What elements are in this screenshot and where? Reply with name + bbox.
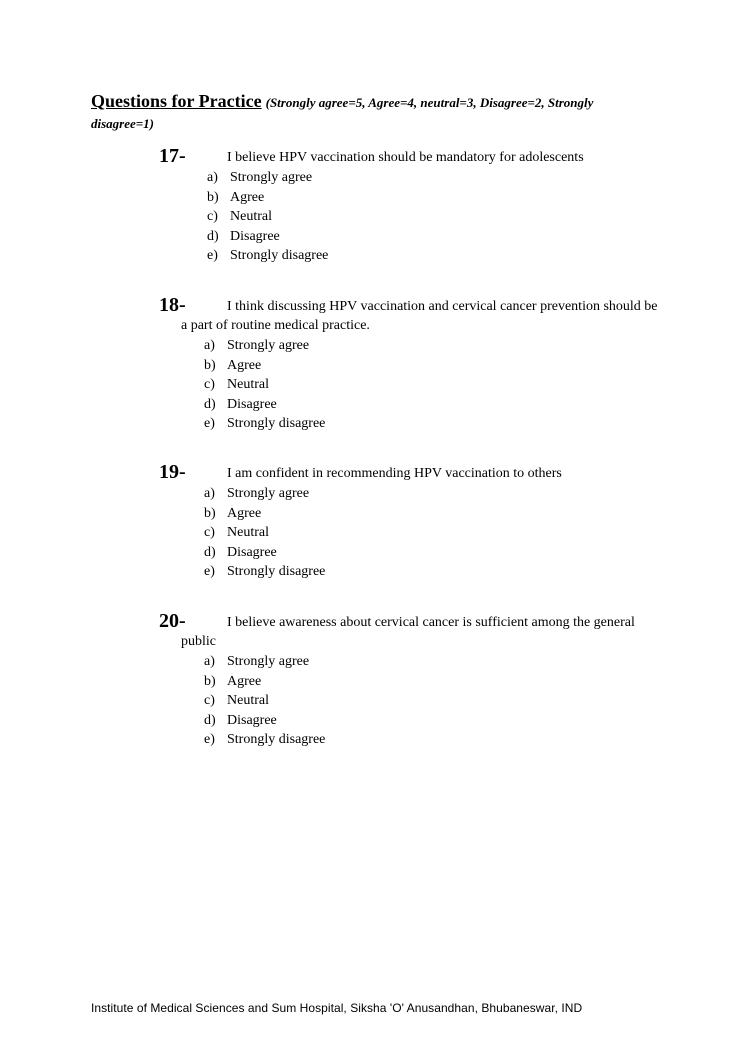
question-17 bbox=[159, 145, 679, 266]
option-e[interactable] bbox=[159, 730, 679, 750]
option-d[interactable] bbox=[159, 227, 679, 247]
option-label: Disagree bbox=[227, 396, 277, 412]
option-a[interactable] bbox=[159, 652, 679, 672]
option-label: Neutral bbox=[227, 377, 269, 393]
option-letter: a) bbox=[204, 654, 215, 669]
option-letter: d) bbox=[204, 396, 216, 412]
option-letter: e) bbox=[204, 564, 215, 580]
option-e[interactable] bbox=[159, 246, 679, 266]
option-label: Strongly agree bbox=[227, 654, 310, 669]
option-label: Agree bbox=[227, 357, 262, 373]
option-list bbox=[159, 336, 679, 434]
option-d[interactable] bbox=[159, 711, 679, 731]
question-number: 19- bbox=[159, 461, 186, 483]
option-letter: e) bbox=[204, 732, 215, 748]
option-c[interactable] bbox=[159, 691, 679, 711]
question-19 bbox=[159, 461, 679, 582]
option-b[interactable] bbox=[159, 504, 679, 524]
option-label: Neutral bbox=[230, 209, 272, 225]
option-list bbox=[159, 168, 679, 266]
option-c[interactable] bbox=[159, 523, 679, 543]
question-text-line: I think discussing HPV vaccination and cervical cancer prevention should be bbox=[227, 299, 658, 314]
option-letter: a) bbox=[204, 338, 215, 353]
option-letter: e) bbox=[204, 416, 215, 432]
option-label: Strongly disagree bbox=[227, 416, 326, 432]
option-label: Strongly agree bbox=[227, 486, 310, 501]
option-e[interactable] bbox=[159, 414, 679, 434]
option-letter: c) bbox=[204, 693, 215, 709]
question-text-line: I believe HPV vaccination should be mandatory for adolescents bbox=[227, 150, 584, 165]
option-letter: b) bbox=[204, 357, 216, 373]
question-number: 20- bbox=[159, 610, 186, 632]
option-label: Strongly disagree bbox=[227, 732, 326, 748]
option-label: Strongly disagree bbox=[227, 564, 326, 580]
option-label: Strongly agree bbox=[230, 170, 313, 185]
option-label: Agree bbox=[230, 189, 265, 205]
option-letter: a) bbox=[204, 486, 215, 501]
rating-scale-note: (Strongly agree=5, Agree=4, neutral=3, Disagree=2, Strongly disagree=1) bbox=[91, 95, 594, 131]
option-letter: a) bbox=[207, 170, 218, 185]
option-letter: d) bbox=[204, 544, 216, 560]
option-letter: b) bbox=[204, 505, 216, 521]
page-footer: Institute of Medical Sciences and Sum Hospital, Siksha 'O' Anusandhan, Bhubaneswar, IND bbox=[91, 1001, 583, 1015]
option-letter: d) bbox=[207, 228, 219, 244]
option-letter: c) bbox=[204, 525, 215, 541]
question-text-continuation: a part of routine medical practice. bbox=[181, 318, 370, 333]
option-letter: b) bbox=[204, 673, 216, 689]
heading-title: Questions for Practice bbox=[91, 91, 262, 111]
option-a[interactable] bbox=[159, 168, 679, 188]
option-letter: b) bbox=[207, 189, 219, 205]
question-number: 17- bbox=[159, 145, 186, 167]
option-e[interactable] bbox=[159, 562, 679, 582]
question-text-line: I believe awareness about cervical cancer is sufficient among the general bbox=[227, 615, 635, 630]
option-letter: e) bbox=[207, 248, 218, 264]
option-label: Agree bbox=[227, 673, 262, 689]
option-c[interactable] bbox=[159, 207, 679, 227]
option-d[interactable] bbox=[159, 543, 679, 563]
question-18 bbox=[159, 294, 679, 434]
option-a[interactable] bbox=[159, 336, 679, 356]
question-20 bbox=[159, 610, 679, 750]
question-text-line: I am confident in recommending HPV vaccination to others bbox=[227, 466, 562, 481]
section-heading bbox=[91, 91, 651, 134]
option-label: Disagree bbox=[227, 544, 277, 560]
option-label: Neutral bbox=[227, 693, 269, 709]
option-a[interactable] bbox=[159, 484, 679, 504]
option-label: Neutral bbox=[227, 525, 269, 541]
option-label: Agree bbox=[227, 505, 262, 521]
question-text-continuation: public bbox=[181, 634, 216, 649]
option-label: Disagree bbox=[230, 228, 280, 244]
option-b[interactable] bbox=[159, 672, 679, 692]
option-c[interactable] bbox=[159, 375, 679, 395]
option-label: Strongly agree bbox=[227, 338, 310, 353]
question-text bbox=[159, 613, 679, 651]
option-b[interactable] bbox=[159, 356, 679, 376]
option-label: Disagree bbox=[227, 712, 277, 728]
question-text bbox=[159, 297, 679, 335]
option-letter: d) bbox=[204, 712, 216, 728]
option-letter: c) bbox=[204, 377, 215, 393]
option-label: Strongly disagree bbox=[230, 248, 329, 264]
question-text bbox=[159, 464, 679, 483]
option-list bbox=[159, 484, 679, 582]
question-text bbox=[159, 148, 679, 167]
question-number: 18- bbox=[159, 294, 186, 316]
option-b[interactable] bbox=[159, 188, 679, 208]
option-d[interactable] bbox=[159, 395, 679, 415]
option-letter: c) bbox=[207, 209, 218, 225]
option-list bbox=[159, 652, 679, 750]
